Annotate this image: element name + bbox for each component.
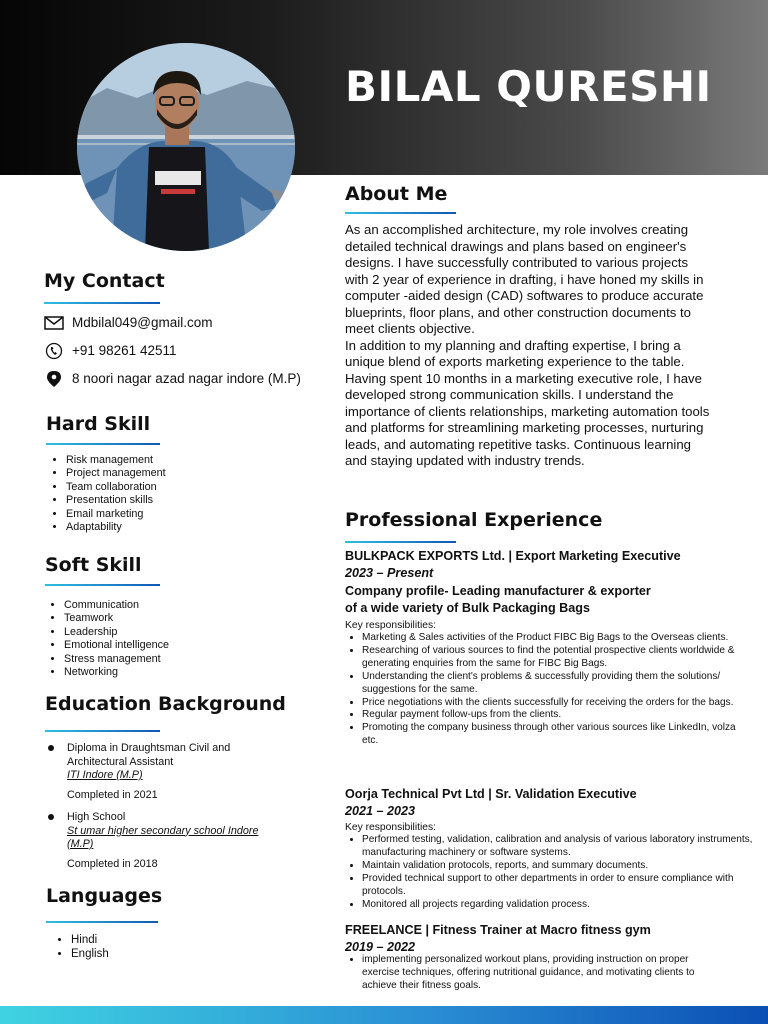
education-entry [46,811,276,871]
job-title: Oorja Technical Pvt Ltd | Sr. Validation Executive [345,787,637,801]
job-header [345,548,681,581]
phone-icon [44,342,64,360]
soft-skill-title: Soft Skill [45,554,142,576]
list-item: • Understanding the client's problems & successfully providing them the solutions/ suggestions for the same. [362,671,754,697]
contact-title: My Contact [44,270,165,292]
list-item: • English [71,947,109,961]
list-item: • Project management [66,467,166,480]
list-item: • Regular payment follow-ups from the clients. [362,709,754,722]
responsibility-list [345,834,754,911]
list-item: • Price negotiations with the clients successfully for receiving the orders for the bags. [362,697,754,710]
about-title: About Me [345,183,448,205]
list-item: • Risk management [66,454,166,467]
education-degree: Diploma in Draughtsman Civil and Architectural Assistant [67,742,231,768]
list-item: • Promoting the company business through other various sources like LinkedIn, volza etc. [362,722,754,748]
bullet-dot [48,745,54,751]
list-item: • Emotional intelligence [64,639,169,652]
list-item: • Hindi [71,933,109,947]
education-completed: Completed in 2021 [67,788,158,801]
profile-photo-illustration [77,43,295,251]
list-item: • Presentation skills [66,494,166,507]
key-responsibilities-label: Key responsibilities: [345,620,436,631]
list-item: • Stress management [64,653,169,666]
list-item: • Marketing & Sales activities of the Product FIBC Big Bags to the Overseas clients. [362,632,754,645]
about-text [345,222,715,470]
contact-address: 8 noori nagar azad nagar indore (M.P) [72,371,301,386]
bullet-dot [48,814,54,820]
job-title: FREELANCE | Fitness Trainer at Macro fitness gym [345,923,651,937]
hard-skill-list [46,454,166,534]
footer-accent-bar [0,1006,768,1024]
languages-underline [46,921,158,923]
responsibility-list [345,632,754,748]
contact-address-row [44,370,304,388]
hard-skill-title: Hard Skill [46,413,151,435]
education-completed: Completed in 2018 [67,857,158,870]
job-header [345,786,637,819]
job-header [345,922,651,955]
education-underline [45,730,160,732]
education-degree: High School [67,811,126,823]
list-item: • Networking [64,666,169,679]
about-paragraph: In addition to my planning and drafting expertise, I bring a unique blend of exports marketing experience to the table. Having spent 10 months in a marketing executive role, I have developed strong communication skills. I understand the importance of clients relationships, marketing automation tools and platforms for streamlining marketing processes, nurturing leads, and automating repetitive tasks. Continuous learning and staying updated with industry trends. [345,337,710,468]
soft-skill-underline [45,584,160,586]
soft-skill-list [44,599,169,679]
experience-title: Professional Experience [345,509,603,531]
list-item: • Researching of various sources to find the potential prospective clients worldwide & generating enquiries from the same for FIBC Big Bags. [362,645,754,671]
job-dates: 2023 – Present [345,565,434,580]
list-item: • Monitored all projects regarding validation process. [362,899,754,912]
list-item: • Teamwork [64,612,169,625]
contact-email[interactable]: Mdbilal049@gmail.com [72,315,213,330]
languages-title: Languages [46,885,163,907]
company-profile [345,583,651,616]
languages-list [52,933,109,961]
location-pin-icon [44,370,64,388]
education-institution: ITI Indore (M.P) [67,769,143,781]
profile-photo [77,43,295,251]
mail-icon [44,314,64,332]
responsibility-list [345,954,722,993]
list-item: • Leadership [64,626,169,639]
hard-skill-underline [46,443,160,445]
job-dates: 2021 – 2023 [345,803,416,818]
education-title: Education Background [45,693,286,715]
education-entry [46,742,276,802]
contact-email-row [44,314,213,332]
list-item: • Email marketing [66,508,166,521]
contact-underline [44,302,160,304]
list-item: • Adaptability [66,521,166,534]
list-item: • Communication [64,599,169,612]
company-profile-line: Company profile- Leading manufacturer & exporter [345,584,651,598]
company-profile-line: of a wide variety of Bulk Packaging Bags [345,600,590,615]
about-paragraph: As an accomplished architecture, my role involves creating detailed technical drawings and plans based on engineer's designs. I have successfully contributed to various projects with 2 year of experience in drafting, i have honed my skills in computer -aided design (CAD) softwares to produce accurate blueprints, floor plans, and other construction documents to meet clients objective. [345,222,704,336]
job-dates: 2019 – 2022 [345,939,416,954]
contact-phone: +91 98261 42511 [72,343,177,358]
about-underline [345,212,456,214]
candidate-name: BILAL QURESHI [345,62,712,111]
list-item: • implementing personalized workout plans, providing instruction on proper exercise techniques, offering nutritional guidance, and motivating clients to achieve their fitness goals. [362,954,722,993]
contact-phone-row [44,342,176,360]
key-responsibilities-label: Key responsibilities: [345,822,436,833]
job-title: BULKPACK EXPORTS Ltd. | Export Marketing Executive [345,549,681,563]
experience-underline [345,541,456,543]
list-item: • Team collaboration [66,481,166,494]
education-institution: St umar higher secondary school Indore (M.P) [67,824,259,850]
list-item: • Performed testing, validation, calibration and analysis of various laboratory instruments, manufacturing machinery or software systems. [362,834,754,860]
list-item: • Provided technical support to other departments in order to ensure compliance with protocols. [362,873,754,899]
list-item: • Maintain validation protocols, reports, and summary documents. [362,860,754,873]
